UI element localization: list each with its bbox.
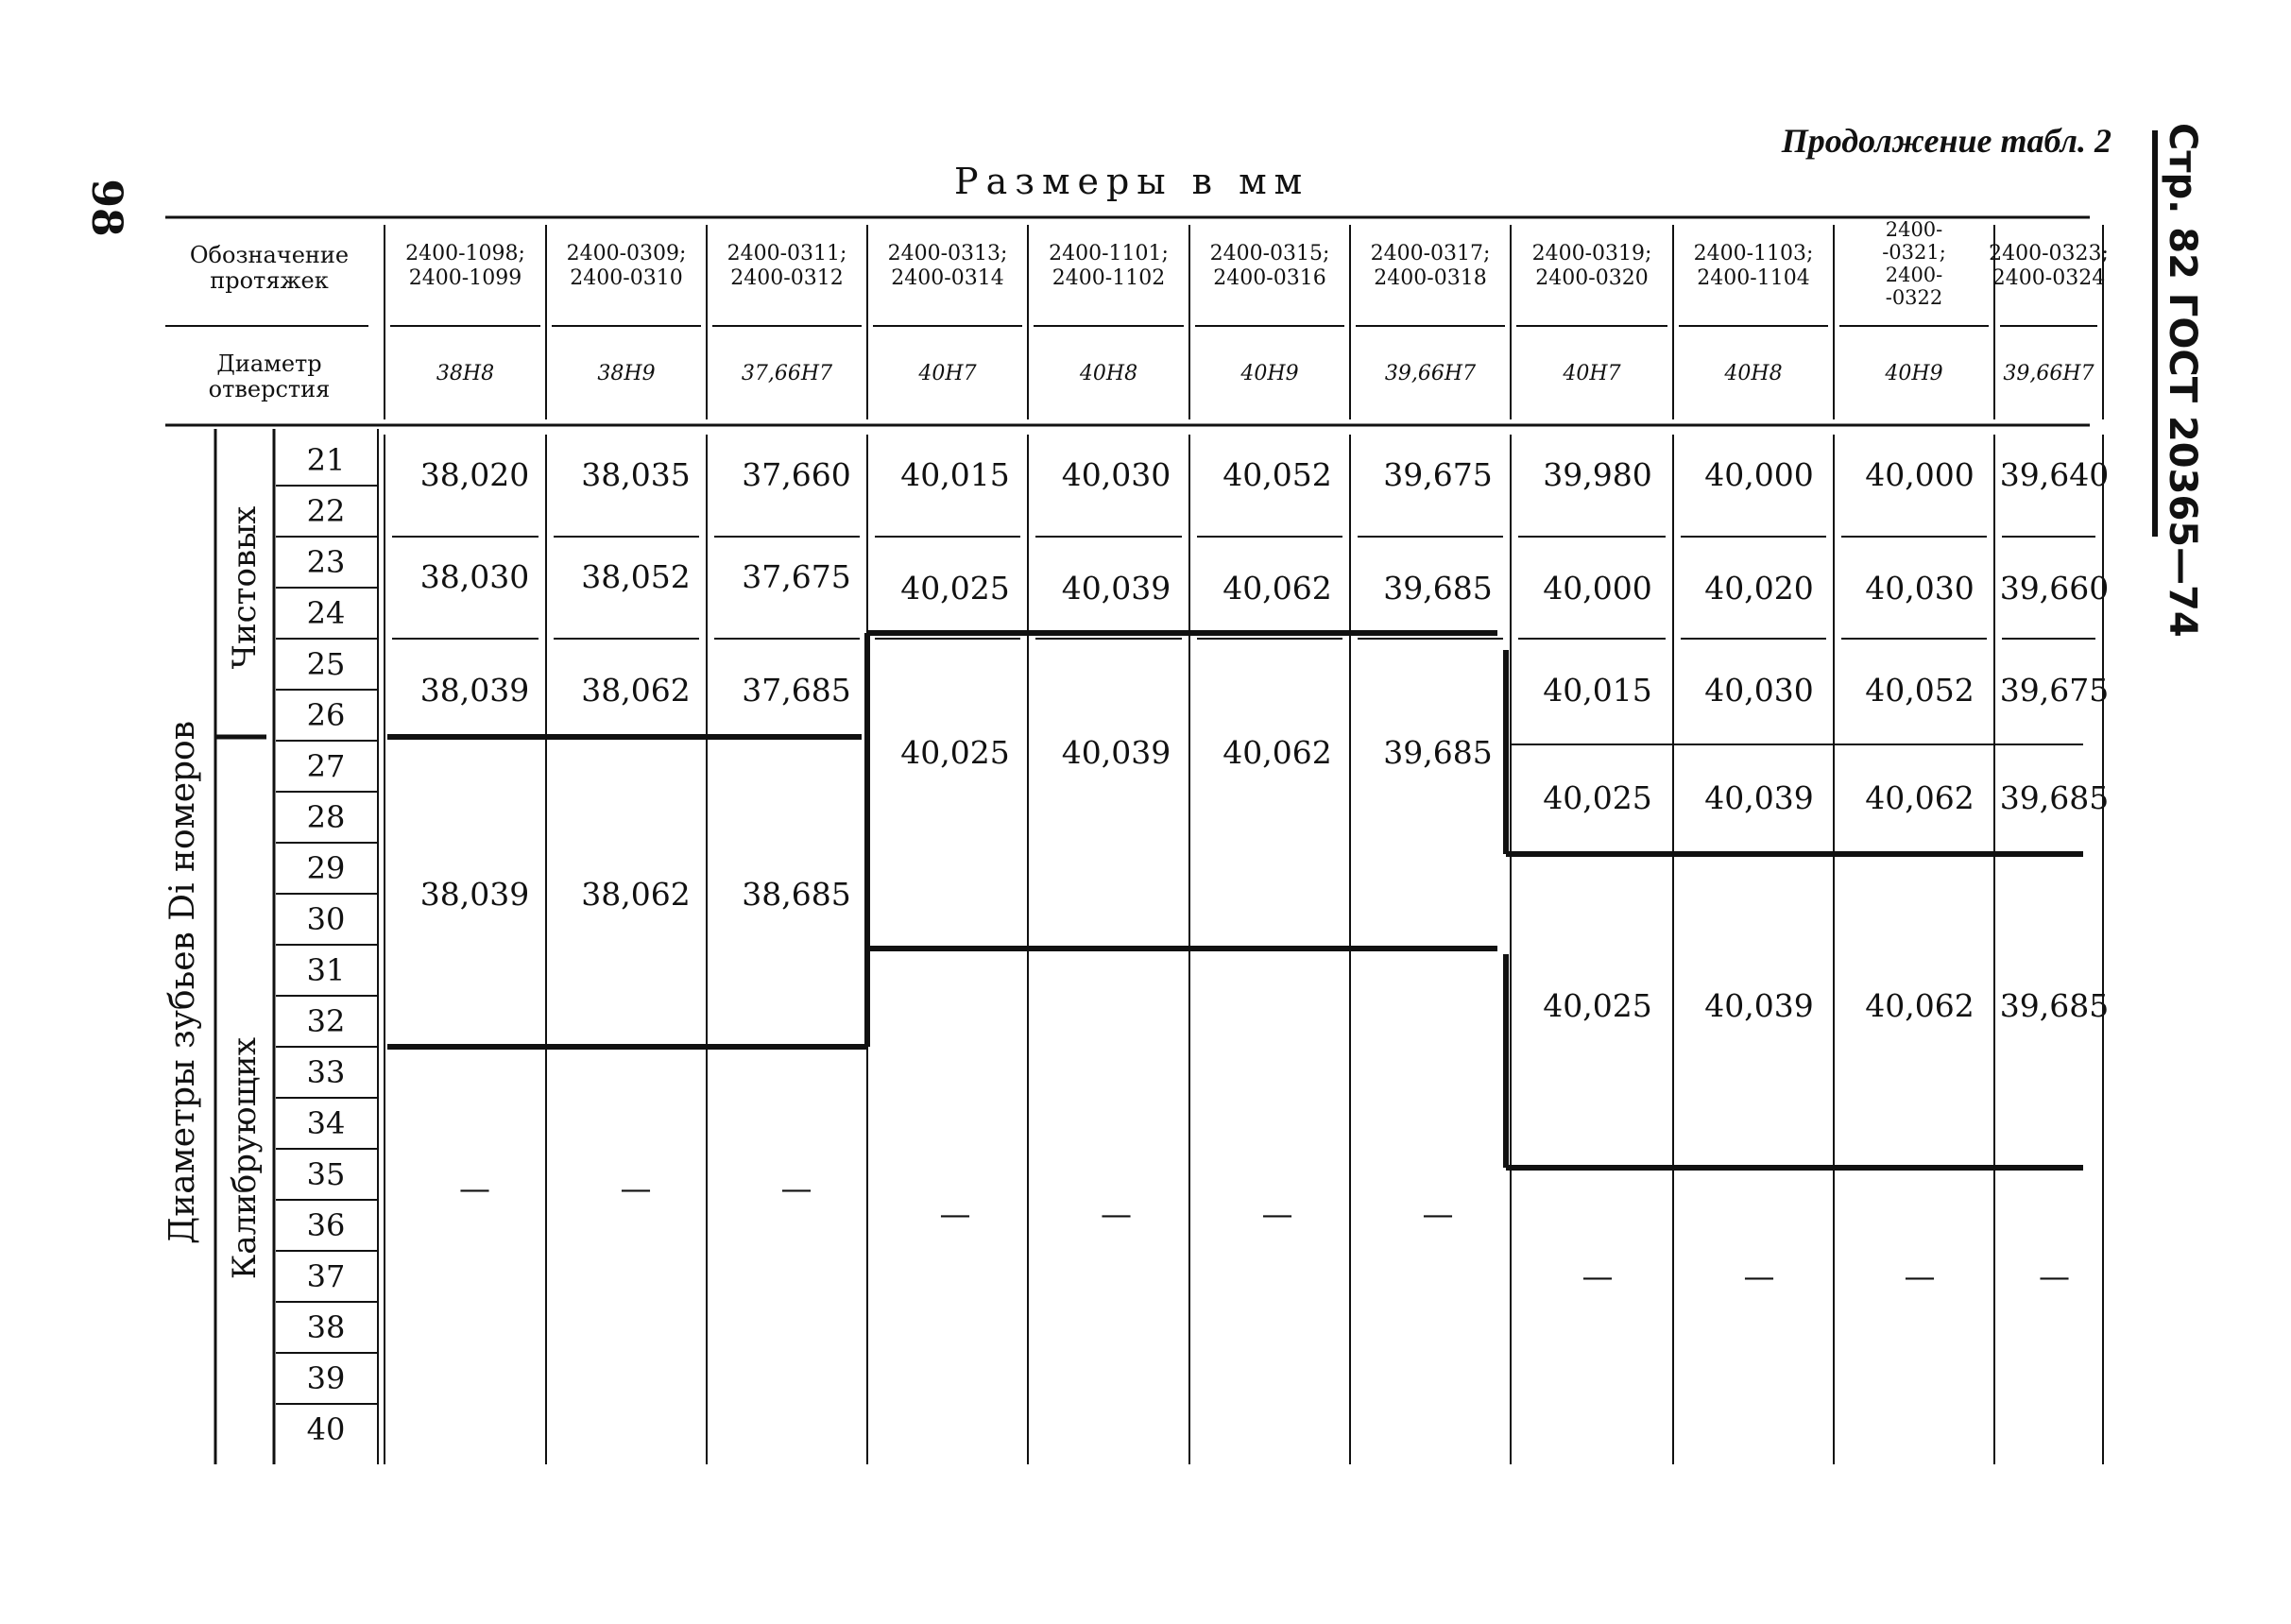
cell-value: 40,062 (1865, 987, 1975, 1024)
column-hole-size: 40H9 (1240, 362, 1299, 385)
column-designation: 2400-1101; (1049, 242, 1169, 265)
cell-value: 40,039 (1704, 779, 1814, 816)
cell-value: 37,660 (742, 456, 851, 493)
cell-value: 38,030 (419, 558, 530, 595)
column-hole-size: 40H8 (1079, 362, 1138, 385)
column-hole-size: 38H9 (597, 362, 656, 385)
column-hole-size: 40H7 (918, 362, 977, 385)
cell-value: 39,660 (1999, 570, 2110, 607)
column-designation: 2400-1099 (408, 266, 522, 290)
column-designation: 2400-0316 (1213, 266, 1326, 290)
column-hole-size: 37,66H7 (741, 362, 833, 385)
row-number: 32 (306, 1003, 346, 1039)
row-number: 21 (306, 442, 346, 478)
cell-value: 38,052 (581, 558, 691, 595)
column-designation: -0321; (1882, 241, 1946, 264)
cell-value: 40,052 (1222, 456, 1332, 493)
row-number: 40 (306, 1411, 346, 1447)
row-number: 25 (306, 646, 346, 682)
column-designation: 2400- (1885, 218, 1943, 241)
cell-value: 38,020 (419, 456, 530, 493)
cell-value: 40,015 (1543, 672, 1652, 709)
cell-value: 37,675 (742, 558, 851, 595)
table-continuation-title: Продолжение табл. 2 (1781, 122, 2111, 160)
row-number: 34 (306, 1105, 346, 1141)
row-number: 33 (306, 1054, 346, 1090)
cell-value: 40,015 (900, 456, 1010, 493)
column-hole-size: 40H8 (1724, 362, 1783, 385)
cell-value: 40,000 (1543, 570, 1652, 607)
cell-value: 38,062 (581, 876, 691, 913)
column-designation: 2400-0318 (1374, 266, 1487, 290)
gost-side-header: Стр. 82 ГОСТ 20365—74 (2161, 123, 2204, 638)
page-number: 98 (82, 179, 130, 237)
column-designation: 2400-0323; (1989, 242, 2109, 265)
cell-value: 39,640 (1999, 456, 2110, 493)
column-designation: 2400-1098; (405, 242, 525, 265)
cell-value: 40,039 (1061, 570, 1171, 607)
cell-value: 40,062 (1222, 734, 1332, 771)
row-number: 38 (306, 1309, 346, 1345)
row-number: 35 (306, 1156, 346, 1192)
column-designation: 2400-0311; (727, 242, 847, 265)
cell-value: — (620, 1170, 652, 1206)
row-number: 31 (306, 952, 346, 988)
cell-value: 39,685 (1999, 987, 2110, 1024)
cell-value: 37,685 (742, 672, 851, 709)
column-designation: 2400-0319; (1531, 242, 1652, 265)
cell-value: 38,039 (419, 672, 530, 709)
column-hole-size: 38H8 (436, 362, 495, 385)
row-number: 30 (306, 901, 346, 937)
column-designation: 2400-0320 (1535, 266, 1649, 290)
cell-value: — (939, 1195, 971, 1232)
cell-value: 40,025 (1543, 779, 1652, 816)
row-number: 22 (306, 493, 346, 529)
cell-value: 40,030 (1865, 570, 1975, 607)
cell-value: — (1101, 1195, 1132, 1232)
cell-value: 40,052 (1865, 672, 1975, 709)
column-designation: -0322 (1885, 286, 1943, 309)
header-designation: Обозначение (189, 242, 350, 268)
cell-value: 40,062 (1865, 779, 1975, 816)
cell-value: — (780, 1170, 812, 1206)
cell-value: — (459, 1170, 490, 1206)
cell-value: 38,685 (742, 876, 851, 913)
finishing-label: Чистовых (226, 505, 264, 670)
row-number: 36 (306, 1207, 346, 1243)
column-hole-size: 40H9 (1885, 362, 1943, 385)
group-label: Диаметры зубьев Di номеров (163, 721, 202, 1244)
cell-value: 39,980 (1543, 456, 1652, 493)
column-designation: 2400-0317; (1370, 242, 1491, 265)
cell-value: 38,062 (581, 672, 691, 709)
column-hole-size: 39,66H7 (2003, 362, 2094, 385)
cell-value: 40,030 (1061, 456, 1171, 493)
cell-value: 38,039 (419, 876, 530, 913)
cell-value: 40,000 (1865, 456, 1975, 493)
calibrating-label: Калибрующих (226, 1036, 264, 1280)
column-designation: 2400-0309; (566, 242, 687, 265)
column-designation: 2400-1102 (1051, 266, 1166, 290)
column-designation: 2400-0310 (570, 266, 683, 290)
cell-value: — (1743, 1257, 1775, 1294)
column-designation: 2400-0315; (1209, 242, 1330, 265)
cell-value: — (1581, 1257, 1614, 1294)
units-caption: Размеры в мм (954, 161, 1310, 202)
cell-value: 40,025 (900, 734, 1010, 771)
row-number: 29 (306, 850, 346, 886)
row-number: 28 (306, 799, 346, 835)
header-designation: протяжек (210, 267, 329, 294)
cell-value: 40,025 (1543, 987, 1652, 1024)
column-designation: 2400- (1885, 264, 1943, 286)
cell-value: 39,675 (1999, 672, 2110, 709)
column-designation: 2400-0324 (1992, 266, 2106, 290)
column-designation: 2400-0314 (891, 266, 1004, 290)
cell-value: 40,000 (1704, 456, 1814, 493)
cell-value: 39,685 (1999, 779, 2110, 816)
row-number: 37 (306, 1258, 346, 1294)
row-number: 23 (306, 544, 346, 580)
cell-value: 39,685 (1383, 734, 1493, 771)
column-designation: 2400-1103; (1693, 242, 1814, 265)
column-designation: 2400-0312 (730, 266, 844, 290)
cell-value: — (1904, 1257, 1936, 1294)
cell-value: 38,035 (581, 456, 691, 493)
row-number: 27 (306, 748, 346, 784)
header-hole-diameter: отверстия (208, 376, 331, 402)
column-designation: 2400-1104 (1697, 266, 1810, 290)
header-hole-diameter: Диаметр (216, 350, 322, 377)
cell-value: 39,685 (1383, 570, 1493, 607)
cell-value: 40,020 (1704, 570, 1814, 607)
column-hole-size: 40H7 (1563, 362, 1621, 385)
cell-value: 40,062 (1222, 570, 1332, 607)
column-designation: 2400-0313; (887, 242, 1008, 265)
row-number: 24 (306, 595, 346, 631)
cell-value: — (2039, 1257, 2070, 1294)
cell-value: 40,025 (900, 570, 1010, 607)
cell-value: — (1422, 1195, 1454, 1232)
row-number: 39 (306, 1360, 346, 1396)
cell-value: 39,675 (1383, 456, 1493, 493)
cell-value: 40,039 (1061, 734, 1171, 771)
cell-value: — (1261, 1195, 1293, 1232)
cell-value: 40,039 (1704, 987, 1814, 1024)
column-hole-size: 39,66H7 (1384, 362, 1477, 385)
cell-value: 40,030 (1704, 672, 1814, 709)
row-number: 26 (306, 697, 346, 733)
